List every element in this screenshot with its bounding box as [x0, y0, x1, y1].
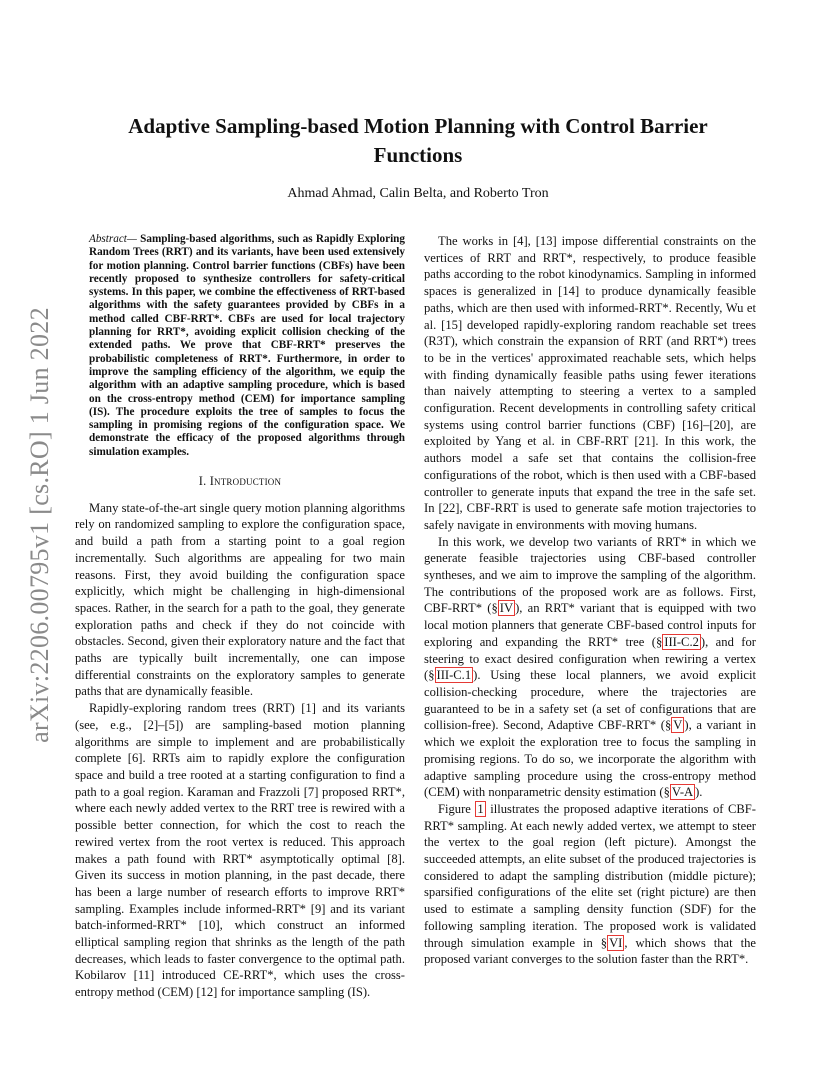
section-title: Introduction — [209, 474, 282, 489]
section-link-iii-c1[interactable]: III-C.1 — [436, 668, 472, 683]
text-span: , which shows that the proposed variant converges to the solution faster than the RRT*. — [424, 935, 756, 967]
arxiv-identifier — [22, 0, 58, 1072]
right-column — [424, 233, 756, 968]
text-span: Figure — [438, 801, 476, 816]
section-heading — [75, 473, 405, 490]
related-work-paragraph: The works in [4], [13] impose differential constraints on the vertices of RRT and RRT*, respectively, to produce feasible paths according to the robot kinodynamics. Sampling in informed spaces is generalized in [14] to produce dynamically feasible paths, which are then used with informed-RRT*. Recently, Wu et al. [15] developed rapidly-exploring random reachable set trees (R3T), which constrain the expansion of RRT (and RRT*) trees to be in the vertices' approximated reachable sets, which helps with finding dynamically feasible paths using fewer iterations than naively attempting to steering a vertex to a sampled configuration. Recent developments in controlling safety critical systems using control barrier functions (CBF) [16]–[20], are exploited by Yang et al. in CBF-RRT [21]. In this work, the authors model a safe set that contains the collision-free configurations of the robot, which is then used with a CBF-based controller to generate inputs that expand the tree in the safe set. In [22], CBF-RRT is used to generate safe motion trajectories to safely navigate in environments with moving humans. — [424, 234, 756, 532]
abstract — [75, 233, 405, 459]
text-span: ), an RRT* variant that is equipped with two local motion planners that generate CBF-based control inputs for exploring and expanding the RRT* tree (§ — [424, 601, 756, 649]
text-span: In this work, we develop two variants of RRT* in which we generate feasible trajectories using CBF-based controller syntheses, and we aim to improve the sampling of the algorithm. The contributions of the proposed work are as follows. First, CBF-RRT* (§ — [424, 534, 756, 616]
section-link-iv[interactable]: IV — [499, 601, 514, 616]
figure-description-paragraph — [424, 801, 756, 968]
section-number: I. — [198, 474, 210, 489]
text-span: ). Using these local planners, we avoid explicit collision-checking procedure, where the trajectories are guaranteed to be in a safety set (a set of configurations that are collision-free). Second, Adaptive CBF-RRT* (§ — [424, 668, 756, 733]
left-column — [75, 233, 405, 1001]
arxiv-identifier-text: arXiv:2206.00795v1 [cs.RO] 1 Jun 2022 — [25, 307, 54, 743]
figure-link-1[interactable]: 1 — [477, 801, 484, 816]
section-link-v[interactable]: V — [673, 718, 683, 733]
section-link-iii-c2[interactable]: III-C.2 — [664, 634, 699, 649]
abstract-text: Sampling-based algorithms, such as Rapidly Exploring Random Trees (RRT) and its variants, have been used extensively for motion planning. Control barrier functions (CBFs) have been recently proposed to synthesize controllers for safety-critical systems. In this paper, we combine the effectiveness of RRT-based algorithms with the safety guarantees provided by CBFs in a method called CBF-RRT*. CBFs are used for local trajectory planning for RRT*, avoiding explicit collision checking of the extended paths. We prove that CBF-RRT* preserves the probabilistic completeness of RRT*. Furthermore, in order to improve the sampling efficiency of the algorithm, we equip the algorithm with an adaptive sampling procedure, which is based on the cross-entropy method (CEM) for importance sampling (IS). The procedure exploits the tree of samples to focus the sampling in promising regions of the configuration space. We demonstrate the efficacy of the proposed algorithms through simulation examples. — [89, 233, 405, 458]
section-link-v-a[interactable]: V-A — [671, 785, 694, 800]
author-list: Ahmad Ahmad, Calin Belta, and Roberto Tron — [287, 186, 549, 201]
text-span: ), a variant in which we exploit the exploration tree to focus the sampling in promising regions. To do so, we incorporate the algorithm with adaptive sampling procedure using the cross-entropy method (CEM) with nonparametric density estimation (§ — [424, 718, 756, 800]
abstract-label: Abstract— — [89, 233, 137, 245]
intro-paragraph-1: Many state-of-the-art single query motion planning algorithms rely on randomized sampling to explore the configuration space, and build a path from a starting point to a goal region incrementally. Such algorithms are appealing for two main reasons. First, they avoid building the configuration space explicitly, which might be challenging in high-dimensional spaces. Rather, in the search for a path to the goal, they generate exploration paths and check if they do not coincide with obstacles. Second, given their exploratory nature and the fact that paths are typically built incrementally, one can impose differential constraints on the exploratory samples to generate paths that are dynamically feasible. — [75, 500, 405, 699]
contributions-paragraph — [424, 534, 756, 801]
intro-paragraph-2: Rapidly-exploring random trees (RRT) [1] and its variants (see, e.g., [2]–[5]) are sampling-based motion planning algorithms are simple to implement and are probabilistically complete [6]. RRTs aim to rapidly explore the configuration space and build a tree rooted at a starting configuration to find a path to a goal region. Karaman and Frazzoli [7] proposed RRT*, where each newly added vertex to the RRT tree is rewired with a possible better connection, for which the cost to reach the rewired vertex from the root vertex is reduced. This approach makes a path found with RRT* asymptotically optimal [8]. Given its success in motion planning, in the past decade, there has been a large number of research efforts to improve RRT* sampling. Examples include informed-RRT* [9] and its variant batch-informed-RRT* [10], which construct an informed elliptical sampling region that shrinks as the length of the path decreases, which leads to faster convergence to the optimal path. Kobilarov [11] introduced CE-RRT*, which uses the cross-entropy method (CEM) [12] for importance sampling (IS). — [75, 701, 405, 1000]
section-link-vi[interactable]: VI — [609, 935, 623, 950]
text-span: ). — [695, 785, 703, 800]
text-span: ), and for steering to exact desired configuration when rewiring a vertex (§ — [424, 634, 756, 683]
text-span: illustrates the proposed adaptive iterations of CBF-RRT* sampling. At each newly added vertex, we attempt to steer the vertex to the goal region (left picture). Amongst the succeeded attempts, an elite subset of the produced trajectories is considered to adapt the sampling distribution (middle picture); sparsified configurations of the elite set (right picture) are then used to estimate a sampling density function (SDF) for the following sampling iteration. The proposed work is validated through simulation example in § — [424, 801, 756, 950]
paper-title: Adaptive Sampling-based Motion Planning with Control Barrier Functions — [128, 114, 708, 167]
